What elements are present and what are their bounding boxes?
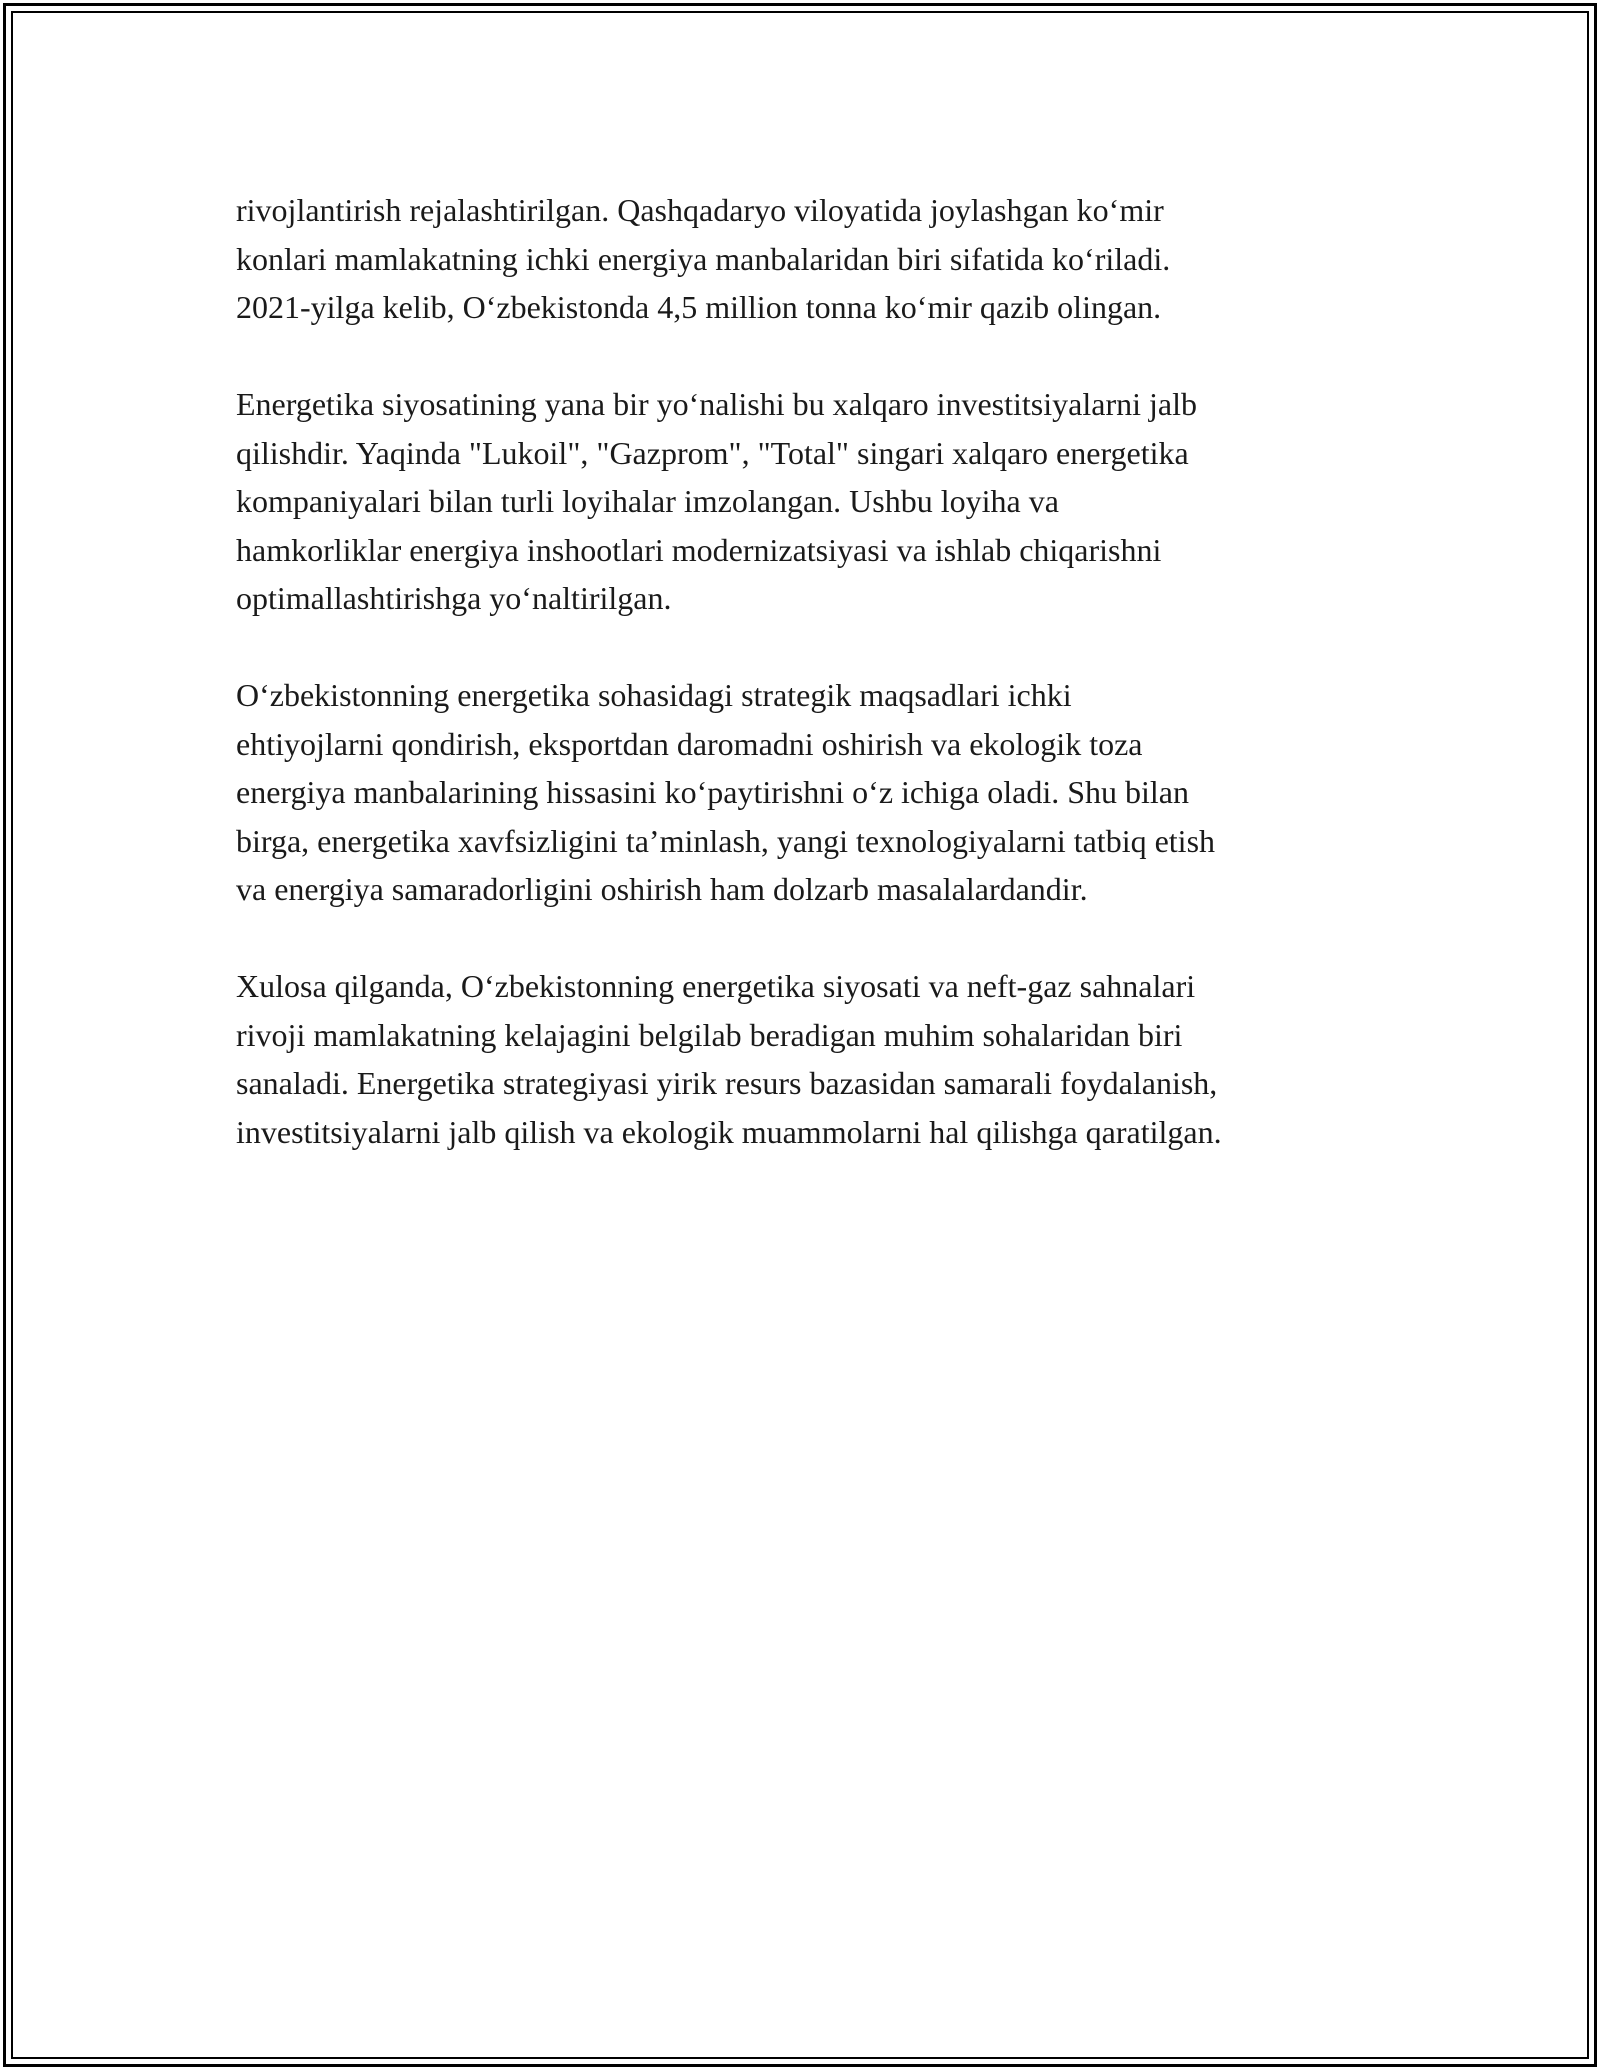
- text-line: rivojlantirish rejalashtirilgan. Qashqadaryo viloyatida joylashgan ko‘mir: [236, 192, 1164, 228]
- text-line: optimallashtirishga yo‘naltirilgan.: [236, 580, 672, 616]
- text-line: konlari mamlakatning ichki energiya manbalaridan biri sifatida ko‘riladi.: [236, 240, 1171, 277]
- text-line: ehtiyojlarni qondirish, eksportdan daromadni oshirish va ekologik toza: [236, 725, 1143, 762]
- text-line: qilishdir. Yaqinda "Lukoil", "Gazprom", "Total" singari xalqaro energetika: [236, 434, 1189, 471]
- text-line: sanaladi. Energetika strategiyasi yirik resurs bazasidan samarali foydalanish,: [236, 1065, 1218, 1101]
- text-line: kompaniyalari bilan turli loyihalar imzolangan. Ushbu loyiha va: [236, 483, 1059, 519]
- text-line: birga, energetika xavfsizligini ta’minlash, yangi texnologiyalarni tatbiq etish: [236, 822, 1216, 859]
- text-line: O‘zbekistonning energetika sohasidagi strategik maqsadlari ichki: [236, 677, 1072, 713]
- paragraph-strategic-goals: [236, 671, 1376, 914]
- text-line: energiya manbalarining hissasini ko‘paytirishni o‘z ichiga oladi. Shu bilan: [236, 774, 1189, 810]
- text-line: investitsiyalarni jalb qilish va ekologik muammolarni hal qilishga qaratilgan.: [236, 1113, 1222, 1150]
- text-line: va energiya samaradorligini oshirish ham dolzarb masalalardandir.: [236, 871, 1088, 907]
- paragraph-conclusion: [236, 962, 1376, 1156]
- paragraph-investments: [236, 380, 1376, 623]
- paragraph-coal: [236, 186, 1376, 332]
- text-line: Energetika siyosatining yana bir yo‘nalishi bu xalqaro investitsiyalarni jalb: [236, 386, 1197, 422]
- text-line: hamkorliklar energiya inshootlari modernizatsiyasi va ishlab chiqarishni: [236, 531, 1162, 568]
- text-line: 2021-yilga kelib, O‘zbekistonda 4,5 million tonna ko‘mir qazib olingan.: [236, 289, 1162, 325]
- document-body: [236, 186, 1376, 1205]
- text-line: Xulosa qilganda, O‘zbekistonning energetika siyosati va neft-gaz sahnalari: [236, 968, 1196, 1004]
- text-line: rivoji mamlakatning kelajagini belgilab beradigan muhim sohalaridan biri: [236, 1016, 1183, 1053]
